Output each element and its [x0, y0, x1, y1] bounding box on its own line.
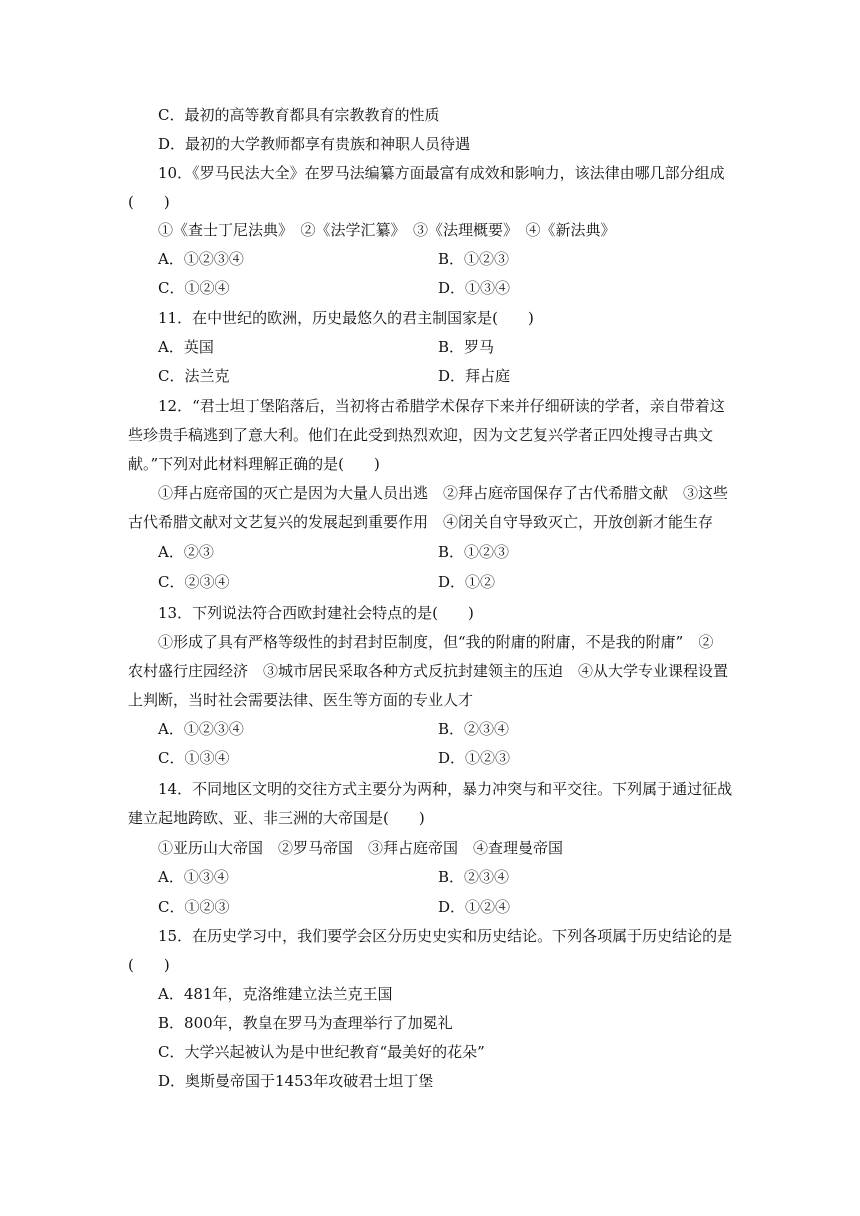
- q12-option-d: D．①②: [438, 573, 496, 591]
- q10-option-c: C．①②④: [158, 279, 230, 297]
- q14-option-c: C．①②③: [158, 898, 230, 916]
- q14-option-d: D．①②④: [438, 898, 511, 916]
- q15-stem-line-1: 15．在历史学习中，我们要学会区分历史史实和历史结论。下列各项属于历史结论的是: [158, 927, 733, 945]
- q11-option-c: C．法兰克: [158, 367, 230, 385]
- q14-items: ①亚历山大帝国 ②罗马帝国 ③拜占庭帝国 ④查理曼帝国: [158, 839, 564, 857]
- q12-stem-line-3: 献。”下列对此材料理解正确的是( ): [128, 455, 380, 473]
- q12-option-b: B．①②③: [438, 543, 510, 561]
- q9-option-d: D．最初的大学教师都享有贵族和神职人员待遇: [158, 135, 471, 153]
- q10-items: ①《查士丁尼法典》 ②《法学汇纂》 ③《法理概要》 ④《新法典》: [158, 221, 616, 239]
- q10-stem-line-1: 10．《罗马民法大全》在罗马法编纂方面最富有成效和影响力，该法律由哪几部分组成: [158, 164, 725, 182]
- q12-items-line-1: ①拜占庭帝国的灭亡是因为大量人员出逃 ②拜占庭帝国保存了古代希腊文献 ③这些: [158, 484, 729, 502]
- q11-option-d: D．拜占庭: [438, 367, 511, 385]
- q12-items-line-2: 古代希腊文献对文艺复兴的发展起到重要作用 ④闭关自守导致灭亡，开放创新才能生存: [128, 513, 714, 531]
- q13-option-b: B．②③④: [438, 720, 510, 738]
- q13-option-d: D．①②③: [438, 749, 511, 767]
- q13-items-line-1: ①形成了具有严格等级性的封君封臣制度，但“我的附庸的附庸，不是我的附庸” ②: [158, 633, 714, 651]
- q11-option-b: B．罗马: [438, 338, 495, 356]
- q14-stem-line-1: 14．不同地区文明的交往方式主要分为两种，暴力冲突与和平交往。下列属于通过征战: [158, 780, 733, 798]
- q10-option-b: B．①②③: [438, 250, 510, 268]
- q13-option-c: C．①③④: [158, 749, 230, 767]
- q15-stem-line-2: ( ): [128, 956, 170, 974]
- q14-option-a: A．①③④: [158, 868, 229, 886]
- q15-option-b: B．800年，教皇在罗马为查理举行了加冕礼: [158, 1014, 453, 1032]
- q12-stem-line-2: 些珍贵手稿逃到了意大利。他们在此受到热烈欢迎，因为文艺复兴学者正四处搜寻古典文: [128, 426, 714, 444]
- q15-option-a: A．481年，克洛维建立法兰克王国: [158, 985, 393, 1003]
- q14-stem-line-2: 建立起地跨欧、亚、非三洲的大帝国是( ): [128, 809, 425, 827]
- q13-items-line-3: 上判断，当时社会需要法律、医生等方面的专业人才: [128, 691, 474, 709]
- q11-option-a: A．英国: [158, 338, 214, 356]
- q12-option-a: A．②③: [158, 543, 214, 561]
- q10-option-a: A．①②③④: [158, 250, 244, 268]
- q9-option-c: C．最初的高等教育都具有宗教教育的性质: [158, 106, 440, 124]
- q13-stem: 13．下列说法符合西欧封建社会特点的是( ): [158, 604, 474, 622]
- q15-option-d: D．奥斯曼帝国于1453年攻破君士坦丁堡: [158, 1072, 434, 1090]
- q14-option-b: B．②③④: [438, 868, 510, 886]
- q10-stem-line-2: ( ): [128, 193, 170, 211]
- q12-stem-line-1: 12．“君士坦丁堡陷落后，当初将古希腊学术保存下来并仔细研读的学者，亲自带着这: [158, 397, 725, 415]
- q13-items-line-2: 农村盛行庄园经济 ③城市居民采取各种方式反抗封建领主的压迫 ④从大学专业课程设置: [128, 662, 729, 680]
- q11-stem: 11．在中世纪的欧洲，历史最悠久的君主制国家是( ): [158, 309, 534, 327]
- q12-option-c: C．②③④: [158, 573, 230, 591]
- q15-option-c: C．大学兴起被认为是中世纪教育“最美好的花朵”: [158, 1043, 485, 1061]
- q10-option-d: D．①③④: [438, 279, 511, 297]
- q13-option-a: A．①②③④: [158, 720, 244, 738]
